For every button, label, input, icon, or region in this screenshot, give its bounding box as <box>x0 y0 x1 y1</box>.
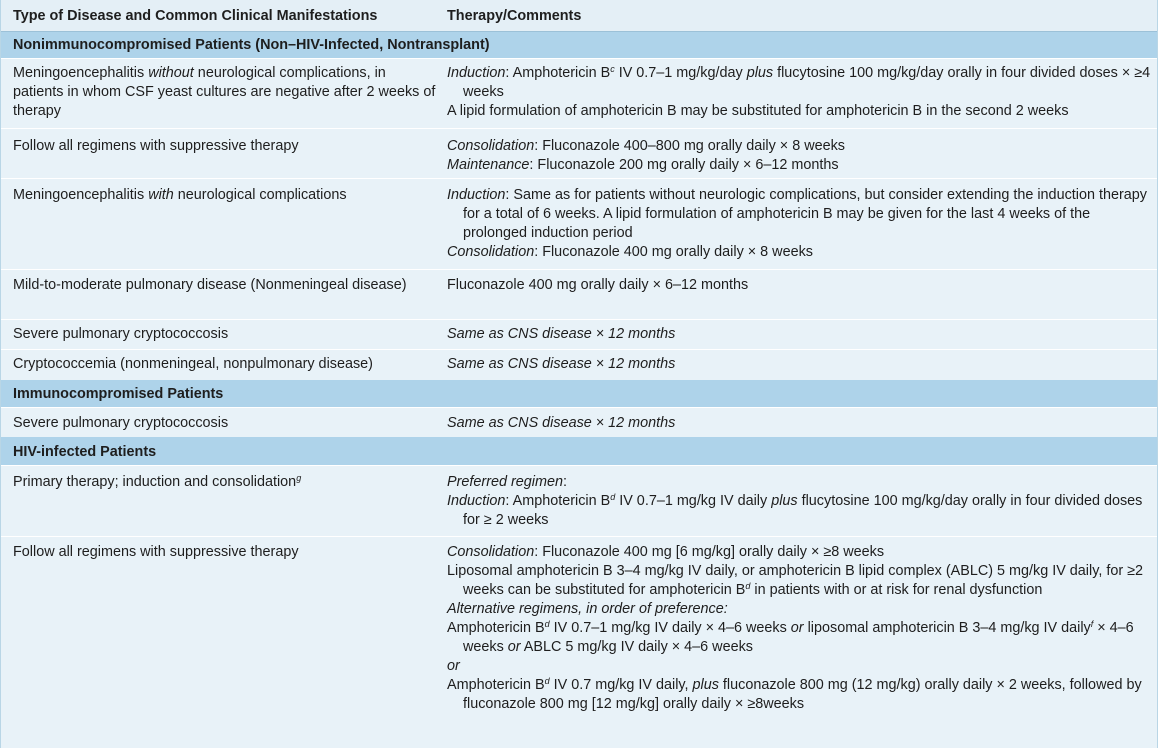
table-row <box>1 129 1157 179</box>
table-row <box>1 320 1157 350</box>
therapy-cell: Preferred regimen: Induction: Amphotericin $B^d$ IV 0.7–1 mg/kg IV daily plus flucytosine 100 mg/kg/day orally in four divided doses for ≥ 2 weeks <box>447 474 1143 528</box>
table-row <box>1 270 1157 320</box>
header-disease: Type of Disease and Common Clinical Manifestations <box>13 8 378 24</box>
therapy-cell: Induction: Amphotericin $B^c$ IV 0.7–1 mg/kg/day plus flucytosine 100 mg/kg/day orally in four divided doses × ≥4 weeks A lipid formulation of amphotericin B may be substituted for amphotericin B in the second 2 weeks <box>447 64 1151 119</box>
header-therapy: Therapy/Comments <box>447 8 582 24</box>
disease-cell: Cryptococcemia (nonmeningeal, nonpulmonary disease) <box>13 356 373 372</box>
disease-cell: Follow all regimens with suppressive therapy <box>13 138 299 154</box>
section-header-hiv-infected <box>1 437 1157 466</box>
section-title: Immunocompromised Patients <box>13 386 224 402</box>
therapy-cell: Same as CNS disease × 12 months <box>447 326 676 342</box>
disease-cell: Primary therapy; induction and consolidation$^g$ <box>13 473 302 490</box>
table-header <box>1 0 1157 32</box>
section-header-immunocompromised <box>1 380 1157 408</box>
table-row <box>1 350 1157 380</box>
section-title: Nonimmunocompromised Patients (Non–HIV-Infected, Nontransplant) <box>13 37 490 53</box>
disease-cell: Severe pulmonary cryptococcosis <box>13 415 229 431</box>
table-row <box>1 59 1157 129</box>
therapy-cell: Same as CNS disease × 12 months <box>447 415 676 431</box>
section-title: HIV-infected Patients <box>13 444 157 460</box>
therapy-cell: Induction: Same as for patients without neurologic complications, but consider extending the induction therapy for a total of 6 weeks. A lipid formulation of amphotericin B may be given for the last 4 weeks of the prolonged induction period Consolidation: Fluconazole 400 mg orally daily × 8 weeks <box>447 187 1147 260</box>
table-row <box>1 408 1157 437</box>
disease-cell: Meningoencephalitis with neurological complications <box>13 187 347 203</box>
therapy-cell: Same as CNS disease × 12 months <box>447 356 676 372</box>
table-row <box>1 466 1157 537</box>
disease-cell: Follow all regimens with suppressive therapy <box>13 544 299 560</box>
table-row <box>1 179 1157 270</box>
therapy-cell: Fluconazole 400 mg orally daily × 6–12 months <box>447 277 749 293</box>
disease-cell: Severe pulmonary cryptococcosis <box>13 326 229 342</box>
therapy-cell: Consolidation: Fluconazole 400–800 mg orally daily × 8 weeks Maintenance: Fluconazole 200 mg orally daily × 6–12 months <box>447 138 845 173</box>
section-header-nonimmunocompromised <box>1 32 1157 59</box>
disease-cell: Meningoencephalitis without neurological complications, in patients in whom CSF yeast cultures are negative after 2 weeks of therapy <box>13 65 436 119</box>
disease-cell: Mild-to-moderate pulmonary disease (Nonmeningeal disease) <box>13 277 407 293</box>
table-row <box>1 537 1157 748</box>
therapy-cell: Consolidation: Fluconazole 400 mg [6 mg/kg] orally daily × ≥8 weeks Liposomal amphotericin B 3–4 mg/kg IV daily, or amphotericin B lipid complex (ABLC) 5 mg/kg IV daily, for ≥2 weeks can be substituted for amphotericin $B^d$ in patients with or at risk for renal dysfunction Alternative regimens, in order of preference: Amphotericin $B^d$ IV 0.7–1 mg/kg IV daily × 4–6 weeks or liposomal amphotericin B 3–4 mg/kg IV daily$^f$ × 4–6 weeks or ABLC 5 mg/kg IV daily × 4–6 weeks or Amphotericin $B^d$ IV 0.7 mg/kg IV daily, plus fluconazole 800 mg (12 mg/kg) orally daily × 2 weeks, followed by fluconazole 800 mg [12 mg/kg] orally daily × ≥8weeks <box>447 544 1144 712</box>
